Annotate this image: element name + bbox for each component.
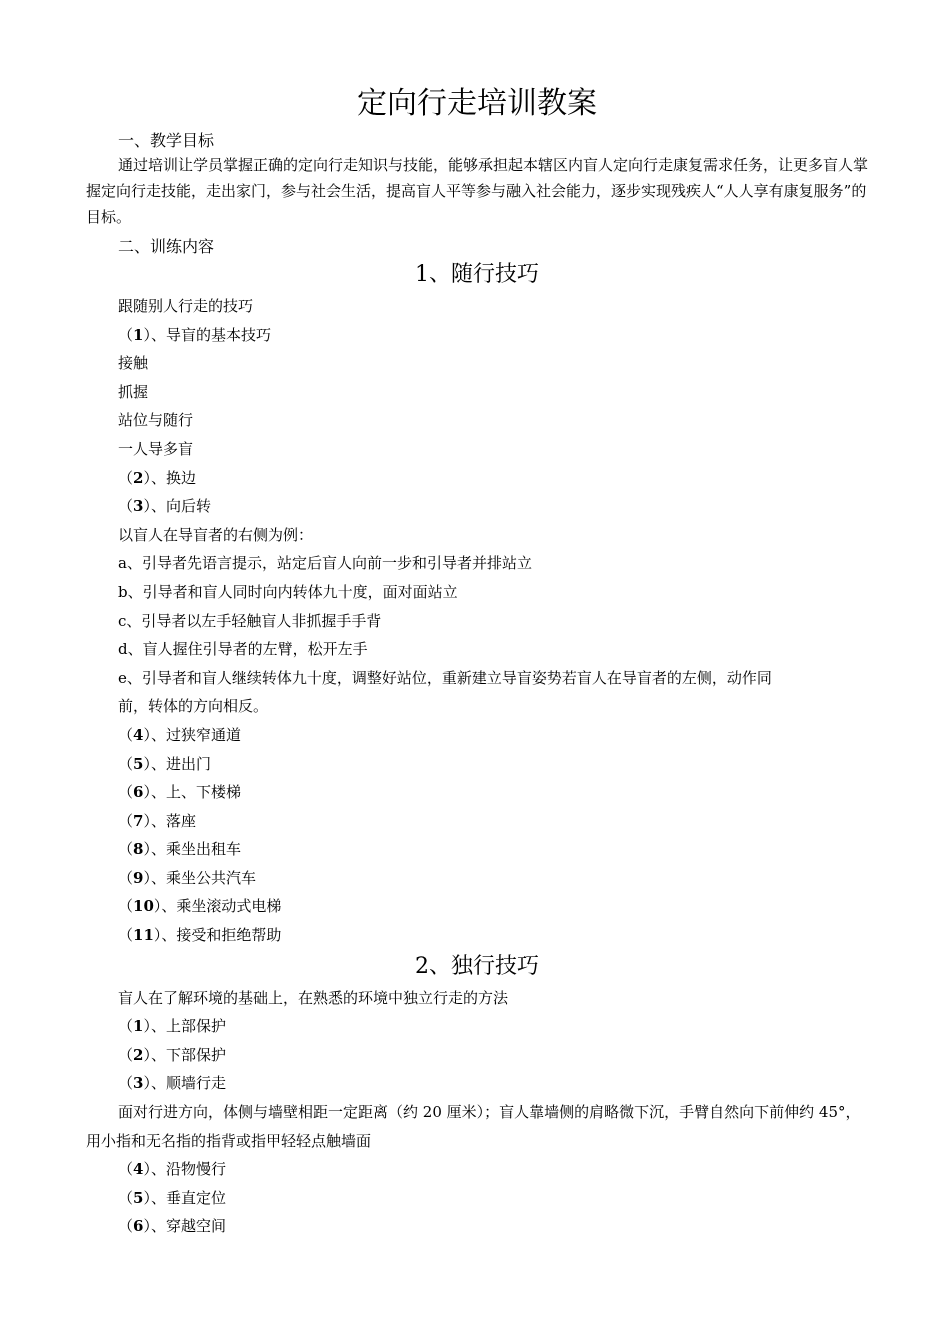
list-item (86, 378, 868, 407)
list-item (86, 607, 868, 636)
section-1-list (86, 292, 868, 950)
item-text: 接受和拒绝帮助 (176, 926, 282, 945)
list-item (86, 635, 868, 664)
item-number: 6 (133, 1217, 144, 1236)
item-text: 以盲人在导盲者的右侧为例： (118, 525, 314, 544)
list-item: （4）、过狭窄通道 (118, 725, 241, 744)
goal-paragraph: 通过培训让学员掌握正确的定向行走知识与技能，能够承担起本辖区内盲人定向行走康复需求任务，让更多盲人掌握定向行走技能，走出家门，参与社会生活，提高盲人平等参与融入社会能力，逐步实现残疾人“人人享有康复服务”的目标。 (86, 156, 869, 226)
item-number: 2 (133, 468, 144, 487)
item-number: 1 (133, 325, 144, 344)
item-text: 上部保护 (165, 1017, 226, 1036)
list-item: （3）、顺墙行走 (118, 1074, 226, 1093)
list-item: （5）、进出门 (118, 754, 211, 773)
item-number: 2 (133, 1045, 144, 1064)
document-page (86, 78, 868, 1241)
list-item (86, 406, 868, 435)
item-number: 1 (133, 1017, 144, 1036)
section-1-title: 1、随行技巧 (415, 262, 539, 287)
list-item: （2）、换边 (118, 468, 196, 487)
list-item: （2）、下部保护 (118, 1045, 226, 1064)
item-text: 乘坐出租车 (165, 840, 241, 859)
item-text: 向后转 (165, 497, 211, 516)
item-text: 乘坐公共汽车 (165, 868, 256, 887)
item-text: 导盲的基本技巧 (165, 325, 271, 344)
section-2-intro: 盲人在了解环境的基础上，在熟悉的环境中独立行走的方法 (118, 988, 509, 1007)
list-item (86, 578, 868, 607)
list-item (86, 349, 868, 378)
list-item: （1）、上部保护 (118, 1017, 226, 1036)
item-text: 乘坐滚动式电梯 (176, 897, 282, 916)
list-item: （4）、沿物慢行 (118, 1160, 226, 1179)
item-text: 接触 (118, 354, 149, 373)
item-e-line-2: 前，转体的方向相反。 (118, 697, 269, 716)
item-text: c、引导者以左手轻触盲人非抓握手手背 (118, 611, 382, 630)
list-item: （3）、向后转 (118, 497, 211, 516)
item-text: 落座 (165, 811, 196, 830)
list-item (86, 549, 868, 578)
item-number: 8 (133, 840, 144, 859)
item-text: 下部保护 (165, 1045, 226, 1064)
item-text: 上、下楼梯 (165, 783, 241, 802)
content-heading: 二、训练内容 (118, 237, 215, 256)
list-item: （6）、上、下楼梯 (118, 783, 241, 802)
item-number: 4 (133, 1160, 144, 1179)
item-number: 3 (133, 497, 144, 516)
list-item: （6）、穿越空间 (118, 1217, 226, 1236)
item-number: 5 (133, 754, 144, 773)
item-number: 9 (133, 868, 144, 887)
item-text: 换边 (165, 468, 196, 487)
item-number: 7 (133, 811, 144, 830)
list-item (86, 435, 868, 464)
list-item: （11）、接受和拒绝帮助 (118, 926, 282, 945)
list-item: （1）、导盲的基本技巧 (118, 325, 271, 344)
section-2-title: 2、独行技巧 (415, 953, 539, 979)
item-text: a、引导者先语言提示，站定后盲人向前一步和引导者并排站立 (118, 554, 532, 573)
item-text: 一人导多盲 (118, 439, 194, 458)
item-text: 穿越空间 (165, 1217, 226, 1236)
item-number: 10 (133, 897, 154, 916)
item-text: 垂直定位 (165, 1188, 226, 1207)
goal-heading: 一、教学目标 (118, 131, 215, 150)
item-text: 进出门 (165, 754, 211, 773)
item-number: 5 (133, 1188, 144, 1207)
item-number: 4 (133, 725, 144, 744)
list-item: （5）、垂直定位 (118, 1188, 226, 1207)
section-2-list (86, 984, 868, 1241)
item-e-line-1: e、引导者和盲人继续转体九十度，调整好站位，重新建立导盲姿势若盲人在导盲者的左侧，动作同 (118, 668, 772, 687)
document-title: 定向行走培训教案 (357, 86, 597, 121)
item-number: 3 (133, 1074, 144, 1093)
list-item: （8）、乘坐出租车 (118, 840, 241, 859)
section-1-intro: 跟随别人行走的技巧 (118, 297, 254, 315)
item-text: b、引导者和盲人同时向内转体九十度，面对面站立 (118, 582, 458, 601)
item-text: 过狭窄通道 (165, 725, 241, 744)
item-text: 站位与随行 (118, 411, 194, 430)
item-number: 6 (133, 783, 144, 802)
wall-walking-description: 面对行进方向，体侧与墙壁相距一定距离（约 20 厘米）；盲人靠墙侧的肩略微下沉，手臂自然向下前伸约 45°，用小指和无名指的指背或指甲轻轻点触墙面 (86, 1103, 861, 1150)
list-item: （10）、乘坐滚动式电梯 (118, 897, 282, 916)
item-text: 沿物慢行 (165, 1160, 226, 1179)
item-number: 11 (133, 926, 154, 945)
item-text: 抓握 (118, 382, 149, 401)
list-item (86, 521, 868, 550)
list-item: （7）、落座 (118, 811, 196, 830)
item-text: 顺墙行走 (165, 1074, 226, 1093)
item-text: d、盲人握住引导者的左臂，松开左手 (118, 640, 368, 659)
list-item: （9）、乘坐公共汽车 (118, 868, 256, 887)
